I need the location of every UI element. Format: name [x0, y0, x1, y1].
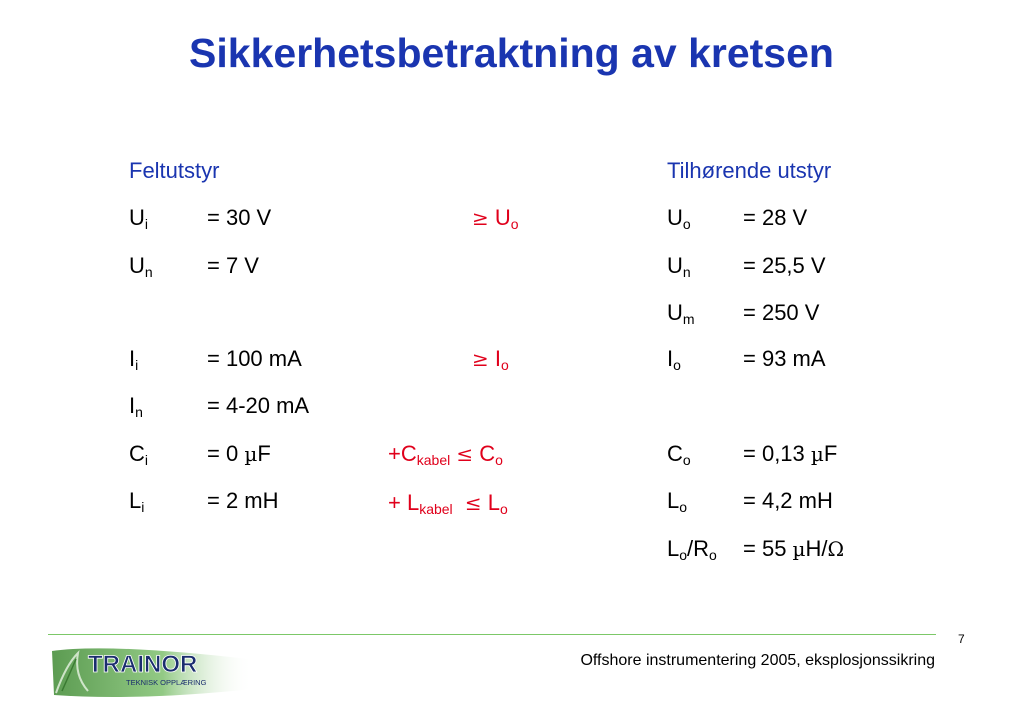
right-symbol-uo: $U_o$ — [667, 205, 691, 232]
left-symbol-un: $U_n$ — [129, 253, 153, 280]
left-value-in: = 4-20 mA — [207, 393, 310, 418]
left-column-header: Feltutstyr — [129, 158, 220, 183]
right-symbol-lo: $L_o$ — [667, 488, 688, 515]
right-symbol-um: $U_m$ — [667, 300, 695, 327]
trainor-logo — [48, 645, 258, 700]
footer-divider — [48, 634, 936, 635]
left-value-ui: = 30 V — [207, 205, 272, 230]
right-value-co: = 0,13 µF — [743, 441, 838, 466]
trainor-logo-graphic — [48, 645, 258, 700]
right-value-io: = 93 mA — [743, 346, 826, 371]
right-value-um: = 250 V — [743, 300, 820, 325]
left-symbol-in: $I_n$ — [129, 393, 143, 420]
right-symbol-lo-ro: $L_o/R_o$ — [667, 536, 717, 563]
left-symbol-ii: $I_i$ — [129, 346, 139, 373]
left-value-un: = 7 V — [207, 253, 259, 278]
left-symbol-ci: $C_i$ — [129, 441, 149, 468]
right-value-lo: = 4,2 mH — [743, 488, 833, 513]
left-symbol-li: $L_i$ — [129, 488, 145, 515]
page-title: Sikkerhetsbetraktning av kretsen — [189, 30, 834, 76]
right-symbol-un: $U_n$ — [667, 253, 691, 280]
footer-caption: Offshore instrumentering 2005, eksplosjonssikring — [580, 652, 935, 669]
logo-wordmark: TRAINOR — [88, 651, 198, 678]
page-number: 7 — [958, 632, 965, 646]
logo-subtitle: TEKNISK OPPLÆRING — [126, 678, 207, 687]
condition-co: $+C_{kabel} \le C_o$ — [388, 441, 503, 468]
right-symbol-io: $I_o$ — [667, 346, 681, 373]
condition-lo: + $L_{kabel} \le L_o$ — [388, 490, 508, 517]
condition-io: ≥ $I_o$ — [472, 346, 509, 373]
right-value-lo-ro: = 55 µH/Ω — [743, 536, 845, 561]
right-value-uo: = 28 V — [743, 205, 808, 230]
right-value-un: = 25,5 V — [743, 253, 826, 278]
condition-uo: ≥ $U_o$ — [472, 205, 519, 232]
right-symbol-co: $C_o$ — [667, 441, 691, 468]
right-column-header: Tilhørende utstyr — [667, 158, 832, 183]
left-value-ci: = 0 µF — [207, 441, 271, 466]
left-value-ii: = 100 mA — [207, 346, 302, 371]
left-symbol-ui: $U_i$ — [129, 205, 149, 232]
left-value-li: = 2 mH — [207, 488, 279, 513]
